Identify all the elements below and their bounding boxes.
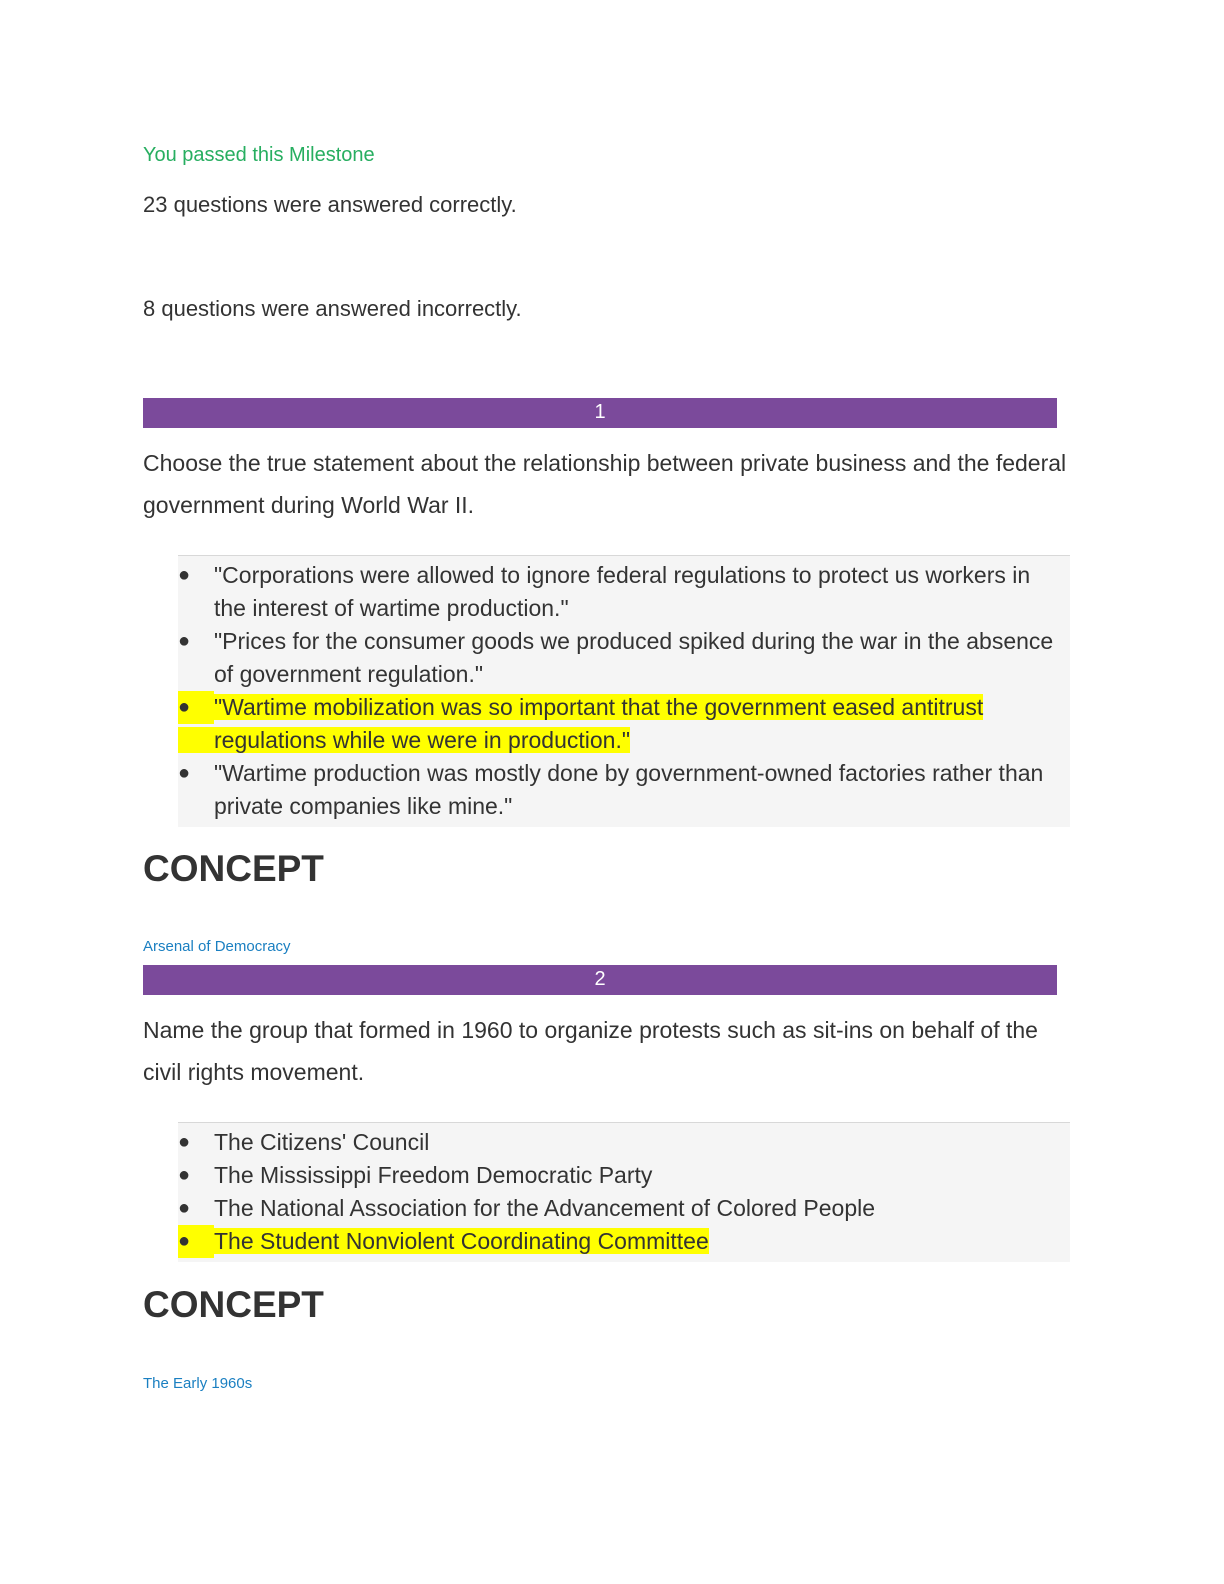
milestone-status: You passed this Milestone xyxy=(143,144,375,166)
answer-option xyxy=(178,559,1070,625)
answer-option xyxy=(178,625,1070,691)
correct-count-text: 23 questions were answered correctly. xyxy=(143,192,517,217)
selected-answer-option xyxy=(178,1225,1070,1258)
concept-heading: CONCEPT xyxy=(143,1284,324,1325)
answer-text: The Mississippi Freedom Democratic Party xyxy=(214,1162,653,1188)
answer-text: "Corporations were allowed to ignore federal regulations to protect us workers in the interest of wartime production." xyxy=(214,562,1031,621)
answer-text: The National Association for the Advancement of Colored People xyxy=(214,1195,876,1221)
answer-option xyxy=(178,1126,1070,1159)
answer-option xyxy=(178,1192,1070,1225)
answer-text: "Prices for the consumer goods we produced spiked during the war in the absence of government regulation." xyxy=(214,628,1054,687)
bullet-icon: ● xyxy=(178,564,191,586)
question-number-bar: 1 xyxy=(143,398,1057,428)
answer-text: "Wartime production was mostly done by government-owned factories rather than private companies like mine." xyxy=(214,760,1044,819)
concept-link[interactable]: Arsenal of Democracy xyxy=(143,938,291,955)
bullet-icon: ● xyxy=(178,1197,191,1219)
selected-answer-option xyxy=(178,691,1070,757)
incorrect-count-text: 8 questions were answered incorrectly. xyxy=(143,296,522,321)
answer-text: The Citizens' Council xyxy=(214,1129,430,1155)
bullet-icon: ● xyxy=(178,1131,191,1153)
answer-text: The Student Nonviolent Coordinating Committee xyxy=(178,1228,709,1254)
answer-text: "Wartime mobilization was so important that the government eased antitrust regulations while we were in production." xyxy=(178,694,983,753)
question-prompt: Choose the true statement about the relationship between private business and the federal government during World War II. xyxy=(143,450,1067,518)
answer-list xyxy=(178,1122,1070,1262)
bullet-icon: ● xyxy=(178,630,191,652)
concept-heading: CONCEPT xyxy=(143,848,324,889)
bullet-icon: ● xyxy=(178,691,214,724)
bullet-icon: ● xyxy=(178,762,191,784)
answer-option xyxy=(178,757,1070,823)
concept-link[interactable]: The Early 1960s xyxy=(143,1375,253,1392)
answer-list xyxy=(178,555,1070,827)
answer-option xyxy=(178,1159,1070,1192)
question-prompt: Name the group that formed in 1960 to organize protests such as sit-ins on behalf of the civil rights movement. xyxy=(143,1017,1038,1085)
bullet-icon: ● xyxy=(178,1225,214,1258)
bullet-icon: ● xyxy=(178,1164,191,1186)
question-number-bar: 2 xyxy=(143,965,1057,995)
